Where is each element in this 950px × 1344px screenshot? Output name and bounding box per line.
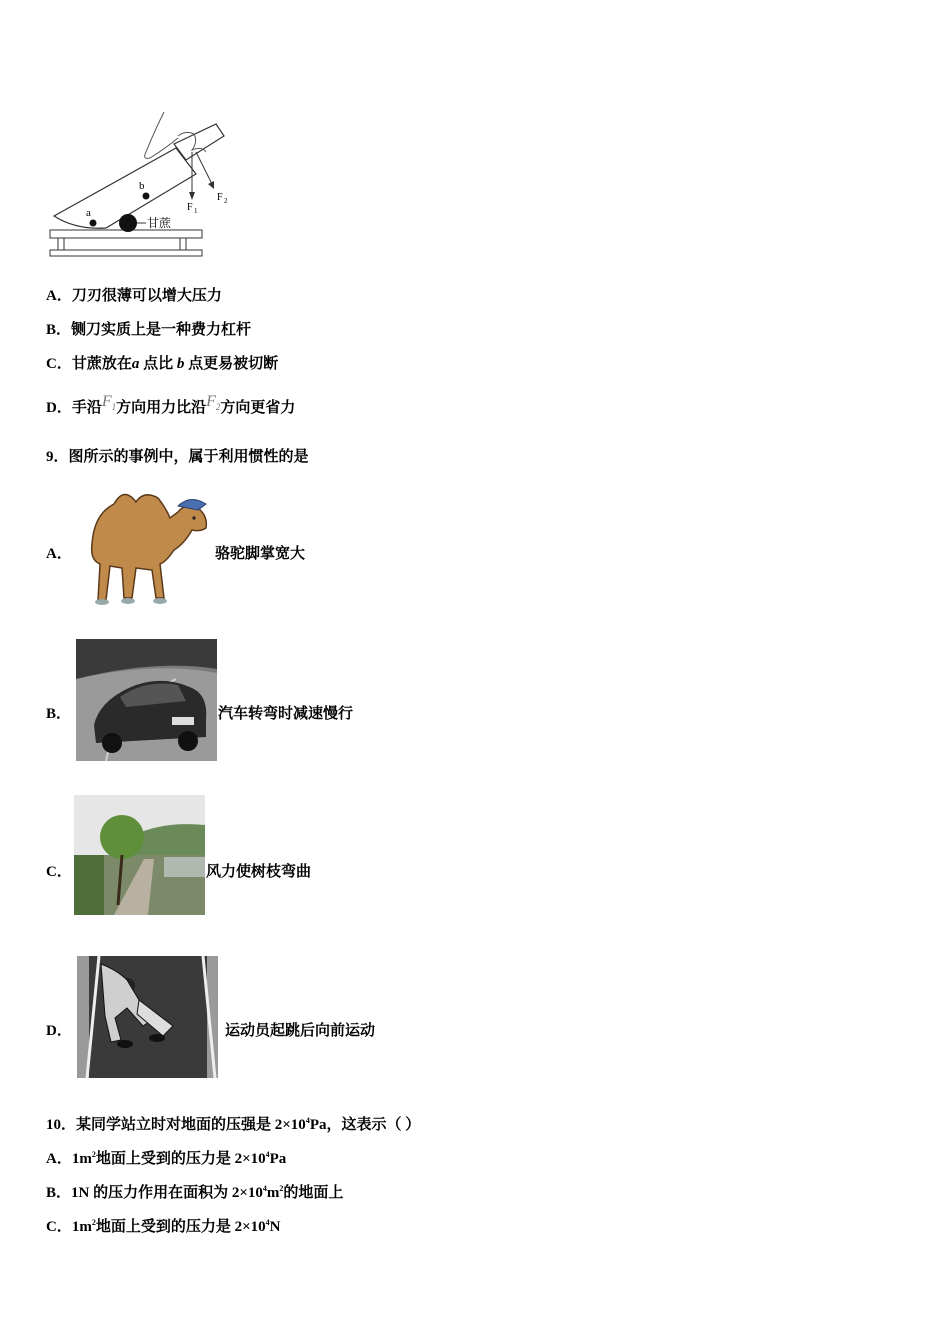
label-a: a bbox=[86, 207, 91, 219]
q9-a-letter: A． bbox=[46, 546, 72, 562]
camel-image bbox=[80, 484, 212, 609]
q9-c-text: 风力使树枝弯曲 bbox=[206, 864, 312, 880]
knife-lever-diagram bbox=[46, 112, 236, 267]
car-photo bbox=[76, 639, 217, 761]
q10-option-a: A．$1m^2$地面上受到的压力是 $2\times 10^4Pa$ bbox=[46, 1150, 287, 1167]
q9-b-text: 汽车转弯时减速慢行 bbox=[218, 706, 354, 722]
label-F2-sub: 2 bbox=[224, 197, 228, 205]
label-F1: F bbox=[187, 202, 193, 213]
symbol-F1: $F_1$ bbox=[101, 393, 117, 413]
q8-option-c: C．甘蔗放在a 点比 b 点更易被切断 bbox=[46, 356, 279, 372]
q8-option-b: B．铡刀实质上是一种费力杠杆 bbox=[46, 322, 252, 338]
q9-b-letter: B． bbox=[46, 706, 72, 722]
label-b: b bbox=[139, 180, 145, 192]
symbol-F2: $F_2$ bbox=[206, 393, 221, 413]
q8-option-d: D．手沿$F_1$方向用力比沿$F_2$方向更省力 bbox=[46, 393, 296, 416]
q9-c-letter: C． bbox=[46, 864, 72, 880]
label-F1-sub: 1 bbox=[194, 207, 198, 215]
athlete-photo bbox=[77, 956, 218, 1078]
q10-option-c: C．$1m^2$地面上受到的压力是 $2\times 10^4N$ bbox=[46, 1218, 281, 1235]
q9-a-text: 骆驼脚掌宽大 bbox=[215, 546, 306, 562]
tree-photo bbox=[74, 795, 205, 915]
q10-option-b: B．1N 的压力作用在面积为 $2\times 10^4m^2$的地面上 bbox=[46, 1184, 344, 1201]
label-sugarcane: 甘蔗 bbox=[147, 216, 172, 230]
q8-option-a: A．刀刃很薄可以增大压力 bbox=[46, 288, 222, 304]
q10-stem: 10．某同学站立时对地面的压强是 $2\times 10^4Pa$，这表示（ ） bbox=[46, 1116, 421, 1133]
q9-stem: 9．图所示的事例中，属于利用惯性的是 bbox=[46, 449, 309, 465]
label-F2: F bbox=[217, 192, 223, 203]
q9-d-letter: D． bbox=[46, 1023, 72, 1039]
q9-d-text: 运动员起跳后向前运动 bbox=[225, 1023, 376, 1039]
